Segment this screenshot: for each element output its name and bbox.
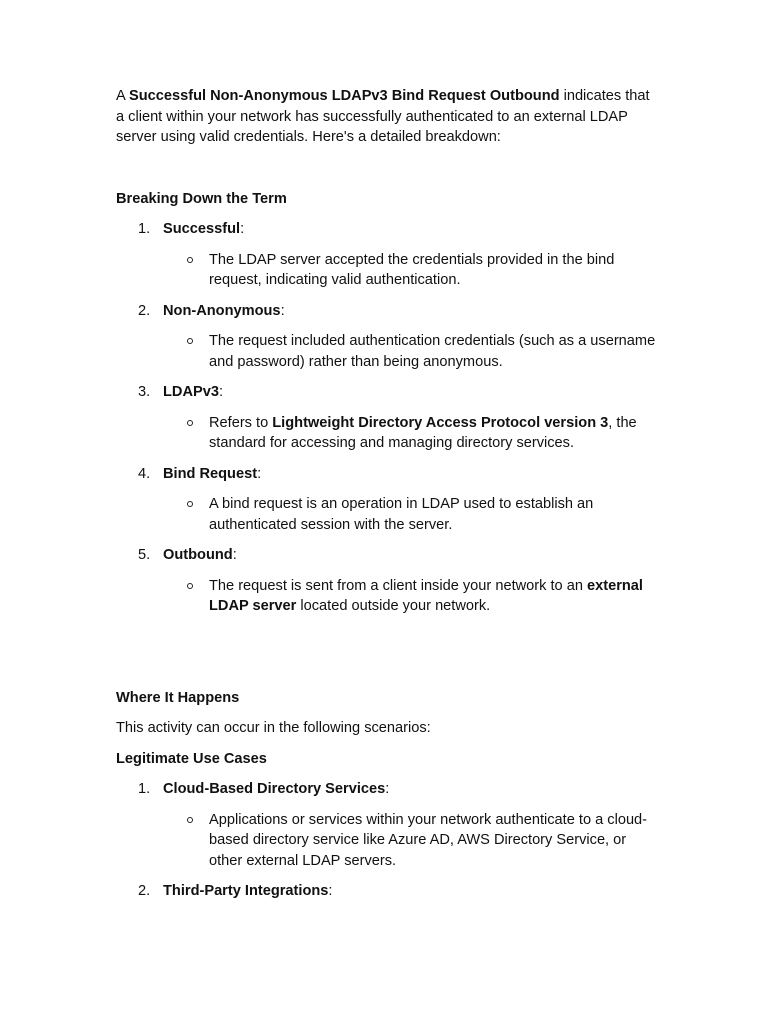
list-number: 2. bbox=[138, 302, 151, 319]
list-item bbox=[116, 464, 656, 536]
sub-list-item bbox=[116, 810, 656, 872]
list-item bbox=[116, 881, 656, 902]
list-item bbox=[116, 779, 656, 871]
sub-item-text: Refers to bbox=[209, 414, 273, 431]
sub-item-text-tail: , the standard for accessing and managing directory services. bbox=[209, 414, 637, 451]
sub-list bbox=[163, 413, 656, 454]
list-item-colon: : bbox=[257, 465, 262, 482]
list-item-title: Outbound bbox=[163, 547, 233, 563]
list-number: 4. bbox=[138, 465, 151, 482]
document-body bbox=[116, 86, 656, 912]
breakdown-list bbox=[116, 219, 656, 617]
sub-item-text: Applications or services within your network authenticate to a cloud-based directory service like Azure AD, AWS Directory Service, or other external LDAP servers. bbox=[209, 811, 648, 869]
section-spacer bbox=[116, 627, 656, 688]
scenarios-intro: This activity can occur in the following scenarios: bbox=[116, 720, 431, 736]
sub-item-text: The request included authentication credentials (such as a username and password) rather than being anonymous. bbox=[209, 333, 656, 370]
sub-item-text: The request is sent from a client inside your network to an bbox=[209, 577, 587, 594]
sub-item-text: The LDAP server accepted the credentials provided in the bind request, indicating valid authentication. bbox=[209, 251, 615, 288]
intro-suffix: indicates that a client within your network has successfully authenticated to an external LDAP server using valid credentials. Here's a detailed breakdown: bbox=[116, 88, 650, 145]
intro-term: Successful Non-Anonymous LDAPv3 Bind Request Outbound bbox=[128, 88, 560, 104]
list-number: 5. bbox=[138, 547, 151, 563]
list-item bbox=[116, 219, 656, 291]
circle-bullet-icon bbox=[187, 501, 193, 507]
list-item-colon: : bbox=[218, 384, 224, 400]
circle-bullet-icon bbox=[187, 583, 193, 589]
list-item-title: LDAPv3 bbox=[163, 384, 219, 400]
sub-list bbox=[163, 494, 656, 535]
list-item-title: Bind Request bbox=[163, 465, 258, 482]
circle-bullet-icon bbox=[187, 338, 193, 344]
section-heading-breakdown: Breaking Down the Term bbox=[116, 190, 287, 207]
circle-bullet-icon bbox=[187, 817, 193, 823]
list-item-title: Cloud-Based Directory Services bbox=[163, 781, 386, 797]
sub-list bbox=[163, 331, 656, 372]
list-item bbox=[116, 301, 656, 373]
list-number: 1. bbox=[138, 221, 151, 237]
sub-list-item bbox=[116, 576, 656, 617]
sub-item-bold: Lightweight Directory Access Protocol version 3 bbox=[272, 414, 609, 431]
use-cases-list bbox=[116, 779, 656, 902]
sub-item-text-tail: located outside your network. bbox=[296, 598, 491, 614]
subheading-legitimate: Legitimate Use Cases bbox=[116, 750, 267, 767]
list-number: 1. bbox=[138, 781, 151, 797]
list-item-colon: : bbox=[280, 302, 285, 319]
list-item-title: Successful bbox=[163, 221, 241, 237]
circle-bullet-icon bbox=[187, 420, 193, 426]
list-item-colon: : bbox=[232, 547, 237, 563]
list-item-title: Non-Anonymous bbox=[163, 302, 281, 319]
sub-item-text: A bind request is an operation in LDAP used to establish an authenticated session with the server. bbox=[209, 496, 594, 533]
list-item bbox=[116, 382, 656, 454]
intro-paragraph bbox=[116, 86, 656, 148]
section-heading-where: Where It Happens bbox=[116, 689, 240, 706]
sub-list bbox=[163, 810, 656, 872]
list-item-colon: : bbox=[240, 221, 245, 237]
list-number: 3. bbox=[138, 384, 151, 400]
sub-list-item bbox=[116, 494, 656, 535]
list-item bbox=[116, 545, 656, 617]
list-item-colon: : bbox=[385, 781, 390, 797]
circle-bullet-icon bbox=[187, 257, 193, 263]
list-number: 2. bbox=[138, 883, 151, 899]
sub-list bbox=[163, 576, 656, 617]
sub-item-bold: external LDAP server bbox=[209, 577, 643, 614]
sub-list bbox=[163, 250, 656, 291]
sub-list-item bbox=[116, 413, 656, 454]
sub-list-item bbox=[116, 331, 656, 372]
sub-list-item bbox=[116, 250, 656, 291]
intro-prefix: A bbox=[116, 88, 129, 104]
list-item-colon: : bbox=[328, 883, 333, 899]
list-item-title: Third-Party Integrations bbox=[163, 883, 329, 899]
